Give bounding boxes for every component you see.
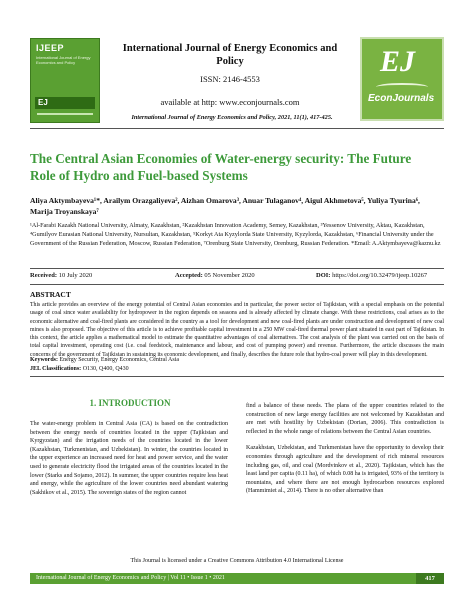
page-number: 417: [416, 573, 444, 584]
keywords-block: [30, 356, 444, 373]
paragraph: Kazakhstan, Uzbekistan, and Turkmenistan have the opportunity to develop their economies through agriculture and the development of rich mineral resources including gas, oil, and coal (Mordvinkov et al., 2020). Tajikistan, which has the least land per capita (0.11 ha), of which 0.08 ha is irrigated, 93% of the territory is mountains, and where there are not enough hydrocarbon resources explored (Hammimiet al., 2014). There is no other alternative than: [246, 445, 444, 495]
ijeep-logo-subtitle: International Journal of Energy Economics and Policy: [36, 55, 91, 65]
ijeep-logo-band-text: EJ: [38, 98, 48, 107]
paragraph: find a balance of these needs. The plans of the upper countries related to the construction of new large energy facilities are not welcomed by Kazakhstan and are met with hostility by Uzbekistan (Dorian, 2006). This contradiction is reflected in the whole range of relations between the Central Asian countries.: [246, 403, 444, 435]
jel-line: [30, 365, 444, 374]
paper-title: The Central Asian Economies of Water-energy security: The Future Role of Hydro and Fuel-based Systems: [30, 151, 412, 183]
author-list: Aliya Aktymbayeva¹*, Arailym Orazgaliyeva², Aizhan Omarova³, Anuar Tulaganov⁴, Aigul Akhmetova⁵, Yuliya Tyurina⁶, Marija Troyanskaya⁷: [30, 196, 420, 216]
jel-value: O130, Q400, Q430: [82, 365, 129, 372]
license-note: This Journal is licensed under a Creative Commons Attribution 4.0 International License: [130, 558, 344, 564]
dates-divider-bottom: [30, 284, 444, 285]
econjournals-logo: [360, 37, 444, 121]
doi-label: DOI:: [316, 272, 331, 279]
affiliations: ¹Al-Farabi Kazakh National University, Almaty, Kazakhstan, ²Kazakhstan Innovation Academy, Semey, Kazakhstan, ³Yessenov University, Aktau, Kazakhstan, ⁴Gumilyov Eurasian National University, Nursultan, Kazakhstan, ⁵Korkyt Ata Kyzylorda State University, Kyzylorda, Kazakhstan, ⁶Financial University under the Government of the Russian Federation, Moscow, Russian Federation, ⁷Orenburg State University, Orenburg, Russian Federation. *Email: A.Aktymbayeva@kaznu.kz: [30, 222, 441, 247]
ijeep-logo-title: IJEEP: [36, 43, 65, 53]
abstract-heading: ABSTRACT: [30, 290, 71, 299]
dates-divider-top: [30, 268, 444, 269]
received-value: 10 July 2020: [58, 272, 93, 279]
paragraph: The water-energy problem in Central Asia (CA) is based on the contradiction between the energy needs of countries located in the upper (Tajikistan and Kyrgyzstan) and the irrigation needs of the countries located in the lower (Kazakhstan, Turkmenistan, and Uzbekistan). In winter, the countries located in the upper experience an increased need for heat and power service, and the water used to generate electricity flood the irrigated areas of the countries located in the lower (Starks and Sojamo, 2012). In summer, the upper countries require less heat and energy, while the agriculture of the lower countries need abundant watering (Sakhikov et al., 2015). The sovereign states of the region cannot: [30, 421, 228, 496]
section-heading: 1. INTRODUCTION: [89, 398, 171, 408]
doi-link[interactable]: https://doi.org/10.32479/ijeep.10267: [332, 272, 428, 279]
journal-name: International Journal of Energy Economics and Policy: [122, 43, 338, 67]
left-column: [30, 420, 228, 505]
received-label: Received:: [30, 272, 58, 279]
received-date: [30, 272, 92, 279]
right-column: [246, 402, 444, 504]
accepted-value: 05 November 2020: [204, 272, 255, 279]
available-at-link[interactable]: available at http: www.econjournals.com: [160, 97, 300, 107]
econjournals-logo-arc: [376, 83, 428, 91]
header-divider: [30, 128, 444, 129]
jel-label: JEL Classifications:: [30, 365, 82, 372]
econjournals-logo-mark: EJ: [380, 45, 416, 78]
abstract-divider: [30, 376, 444, 377]
footer-journal-info: International Journal of Energy Economics and Policy | Vol 11 • Issue 1 • 2021: [36, 574, 225, 581]
citation-line: International Journal of Energy Economics and Policy, 2021, 11(1), 417-425.: [131, 114, 333, 121]
keywords-line: [30, 356, 444, 365]
issn: ISSN: 2146-4553: [200, 74, 260, 84]
abstract-body: This article provides an overview of the energy potential of Central Asian economies and in particular, the power sector of Tajikistan, with a special emphasis on the potential usage of coal since water availability for hydropower in the region depends on seasons and is already affected by climate change. With these restrictions, coal arises as to the economic alternative and coal-fired plants are considered in the country as a tool for development and new coal-fired plants are under construction and development of new coal mines is also proposed. The objective of this article is to achieve profitable capital investment in a 250 MW coal-fired thermal power plant situated in east part of Tajikistan. In this context, the article applies a mathematical model to estimate the quantitative advantages of coal alternatives. The cost analysis of the plant was carried out on the basis of total capital investment, operating cost (i.e. coal feedstock, maintenance and labour, and cost of pumping power) and revenue. Furthermore, the article discusses the main concerns of the government of Tajikistan in sustaining its economic development, and finally, describes the future role that hydro-coal power will play in this development.: [30, 302, 444, 358]
ijeep-logo: [30, 38, 100, 123]
keywords-label: Keywords:: [30, 357, 58, 363]
econjournals-logo-text: EconJournals: [368, 93, 435, 104]
keywords-value: Energy Security, Energy Economics, Central Asia: [59, 357, 180, 363]
accepted-date: [175, 272, 255, 279]
doi: [316, 272, 427, 279]
accepted-label: Accepted:: [175, 272, 203, 279]
ijeep-logo-band: [35, 97, 95, 109]
